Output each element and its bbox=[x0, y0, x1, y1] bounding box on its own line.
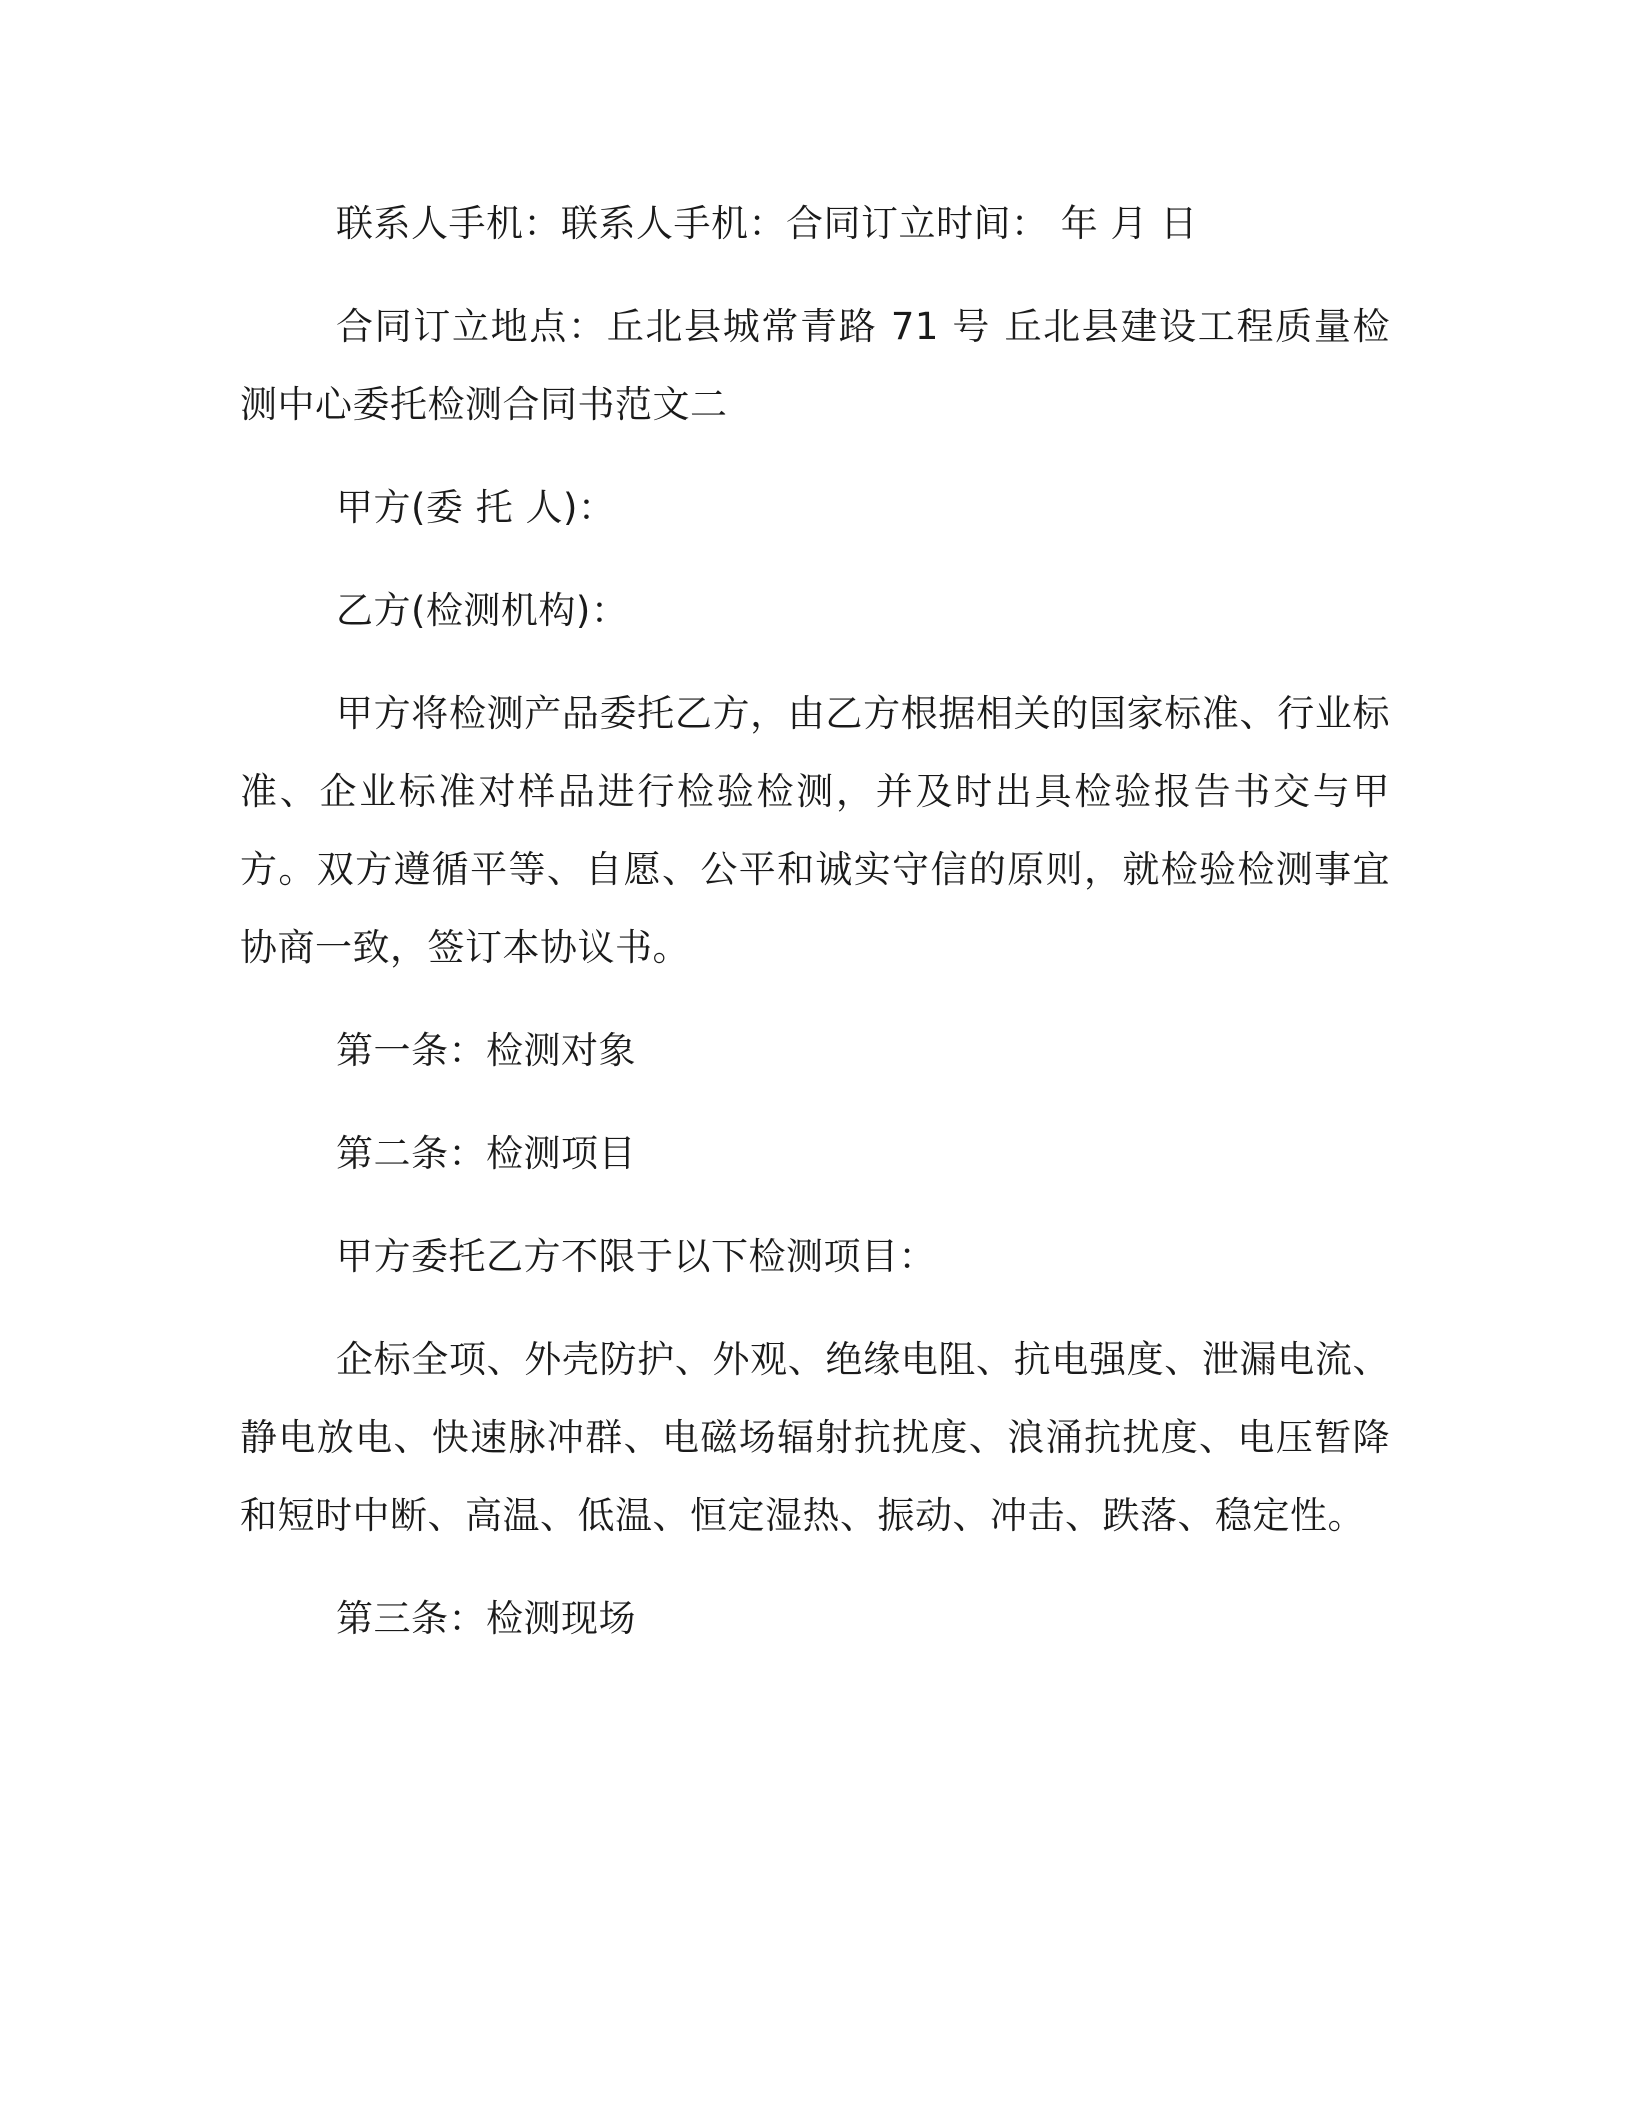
test-items-intro: 甲方委托乙方不限于以下检测项目： bbox=[336, 1235, 936, 1278]
contact-phone-line: 联系人手机：联系人手机：合同订立时间： 年 月 日 bbox=[336, 202, 1198, 245]
party-b-line: 乙方(检测机构)： bbox=[336, 589, 629, 632]
contract-place-line: 合同订立地点：丘北县城常青路 71 号 丘北县建设工程质量检测中心委托检测合同书范文二 bbox=[240, 305, 1390, 426]
article-2-heading: 第二条：检测项目 bbox=[336, 1132, 636, 1175]
article-3-heading: 第三条：检测现场 bbox=[336, 1597, 636, 1640]
article-1-heading: 第一条：检测对象 bbox=[336, 1029, 636, 1072]
document-body bbox=[240, 185, 1390, 1683]
intro-paragraph: 甲方将检测产品委托乙方，由乙方根据相关的国家标准、行业标准、企业标准对样品进行检验检测，并及时出具检验报告书交与甲方。双方遵循平等、自愿、公平和诚实守信的原则，就检验检测事宜协商一致，签订本协议书。 bbox=[240, 692, 1390, 969]
test-items-list: 企标全项、外壳防护、外观、绝缘电阻、抗电强度、泄漏电流、静电放电、快速脉冲群、电磁场辐射抗扰度、浪涌抗扰度、电压暂降和短时中断、高温、低温、恒定湿热、振动、冲击、跌落、稳定性。 bbox=[240, 1338, 1390, 1537]
party-a-line: 甲方(委 托 人)： bbox=[336, 486, 616, 529]
